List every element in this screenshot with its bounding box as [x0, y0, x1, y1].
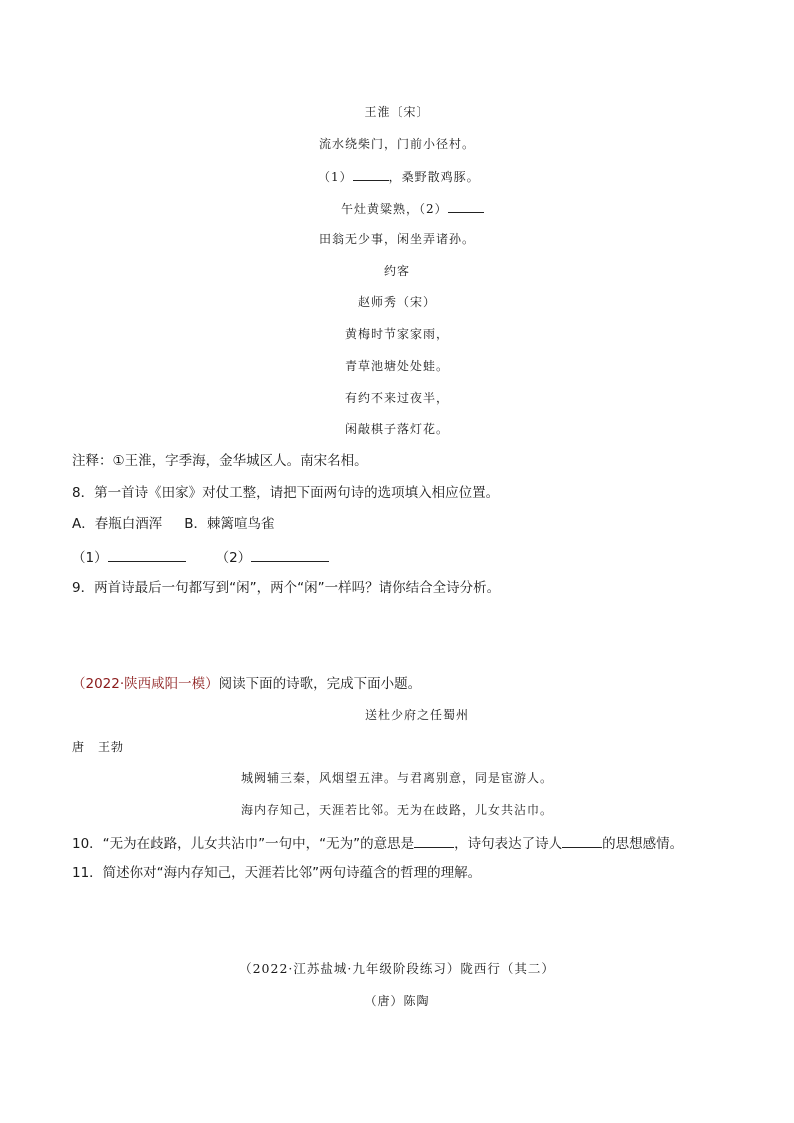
poem1-line3-prefix: 午灶黄粱熟，（2） — [341, 202, 448, 216]
q8-answer-blanks — [72, 547, 329, 567]
poem1-line2 — [318, 166, 480, 186]
section2-poem-line2: 海内存知己，天涯若比邻。无为在歧路，儿女共沾巾。 — [240, 803, 553, 817]
poem1-line2-prefix: （1） — [318, 170, 353, 184]
section3-heading: （2022·江苏盐城·九年级阶段练习）陇西行（其二） — [239, 961, 555, 976]
poem1-blank-2 — [448, 198, 484, 213]
question-9: 9．两首诗最后一句都写到“闲”，两个“闲”一样吗？请你结合全诗分析。 — [72, 580, 501, 596]
q10-part1: 10．“无为在歧路，儿女共沾巾”一句中，“无为”的意思是 — [72, 836, 415, 852]
section2-poem-title: 送杜少府之任蜀州 — [364, 708, 469, 722]
poem2-line1: 黄梅时节家家雨， — [344, 327, 449, 341]
q8-answer-blank-1 — [108, 547, 186, 562]
section2-poem-author: 唐 王勃 — [72, 740, 125, 754]
q8-options — [72, 515, 275, 533]
question-10 — [72, 833, 683, 853]
section2-instruction: 阅读下面的诗歌，完成下面小题。 — [218, 676, 422, 692]
q8-blank1-label: （1） — [72, 550, 108, 566]
poem1-blank-1 — [353, 166, 389, 181]
section2-poem-line1: 城阙辅三秦，风烟望五津。与君离别意，同是宦游人。 — [240, 771, 553, 785]
section2-source: （2022·陕西咸阳一模） — [72, 676, 219, 692]
poem1-line1: 流水绕柴门，门前小径村。 — [318, 137, 475, 151]
q8-option-a: A．春瓶白酒浑 — [72, 516, 163, 532]
q10-part3: 的思想感情。 — [602, 836, 684, 852]
q8-blank2-label: （2） — [215, 550, 252, 566]
poem1-line4: 田翁无少事，闲坐弄诸孙。 — [318, 232, 475, 246]
poem1-author: 王淮〔宋〕 — [364, 105, 430, 119]
question-8: 8．第一首诗《田家》对仗工整，请把下面两句诗的选项填入相应位置。 — [72, 485, 500, 501]
section2-header — [72, 675, 421, 693]
poem1-line3 — [341, 198, 484, 218]
annotation-note: 注释：①王淮，字季海，金华城区人。南宋名相。 — [72, 453, 368, 469]
poem2-line2: 青草池塘处处蛙。 — [344, 359, 449, 373]
question-11: 11．简述你对“海内存知己，天涯若比邻”两句诗蕴含的哲理的理解。 — [72, 865, 482, 881]
poem2-title: 约客 — [383, 264, 410, 278]
poem2-author: 赵师秀（宋） — [357, 295, 436, 309]
q8-option-b: B．棘篱喧鸟雀 — [184, 516, 275, 532]
q8-answer-blank-2 — [251, 547, 329, 562]
q10-part2: ，诗句表达了诗人 — [454, 836, 563, 852]
poem2-line4: 闲敲棋子落灯花。 — [344, 422, 449, 436]
poem1-line2-suffix: ，桑野散鸡豚。 — [388, 170, 480, 184]
section3-author: （唐）陈陶 — [364, 994, 430, 1008]
poem2-line3: 有约不来过夜半， — [344, 391, 449, 405]
q10-blank-2 — [562, 833, 602, 848]
q10-blank-1 — [414, 833, 454, 848]
